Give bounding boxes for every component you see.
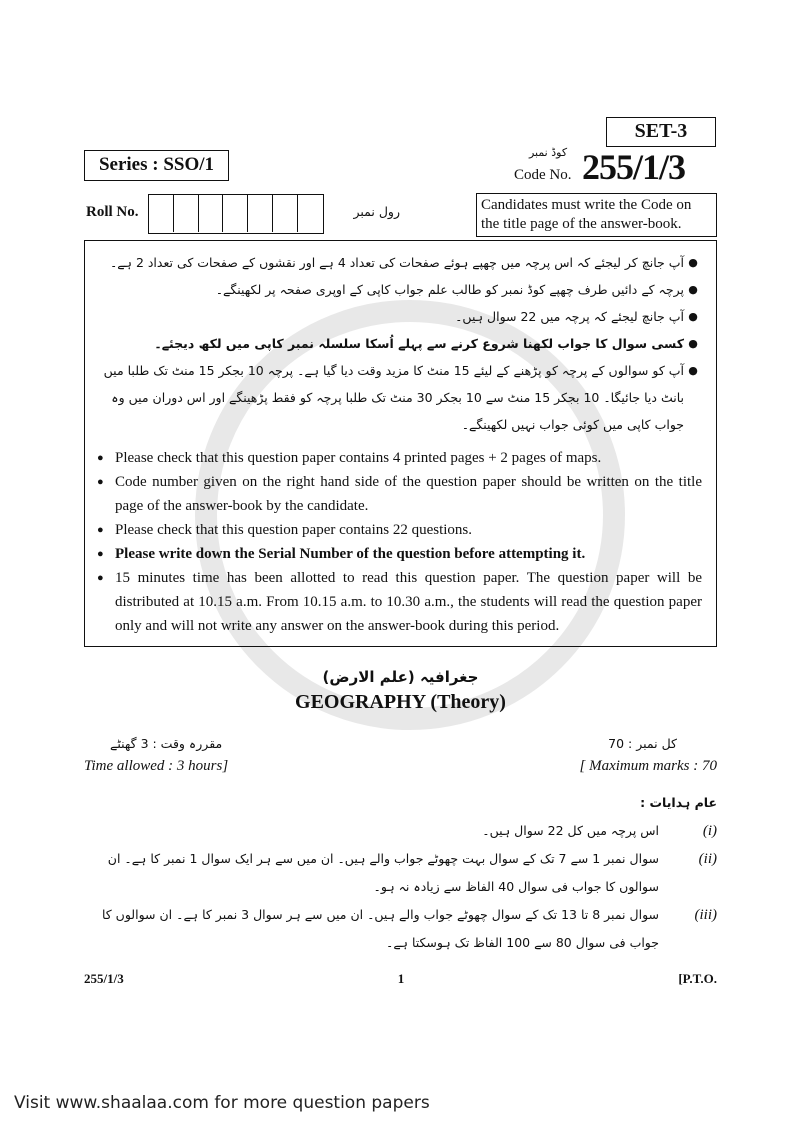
title-english: GEOGRAPHY (Theory) bbox=[295, 691, 506, 713]
urdu-note-text: آپ جانچ کر لیجئے کہ اس پرچہ میں چھپے ہوئے صفحات کی تعداد 4 ہے اور نقشوں کے صفحات کی تعداد 2 ہے۔ bbox=[109, 255, 684, 270]
bullet-icon: ● bbox=[688, 310, 698, 323]
instructions-heading: عام ہدایات : bbox=[640, 795, 717, 810]
instruction-text: سوال نمبر 1 سے 7 تک کے سوال بہت چھوٹے جواب والے ہیں۔ ان میں سے ہر ایک سوال 1 نمبر کا ہے۔ ان سوالوں کا جواب فی سوال 40 الفاظ سے زیادہ نہ ہو۔ bbox=[107, 851, 659, 894]
instruction-number: (i) bbox=[702, 823, 717, 839]
english-notes bbox=[97, 446, 702, 638]
series-badge: Series : SSO/1 bbox=[84, 150, 229, 181]
urdu-note bbox=[97, 330, 702, 357]
roll-digit-box[interactable] bbox=[199, 195, 224, 232]
marks-urdu: کل نمبر : 70 bbox=[608, 736, 677, 751]
roll-digit-box[interactable] bbox=[298, 195, 323, 232]
general-instructions bbox=[84, 789, 717, 957]
urdu-note-text: پرچہ کے دائیں طرف چھپے کوڈ نمبر کو طالب علم جواب کاپی کے اوپری صفحہ پر لکھینگے۔ bbox=[215, 282, 684, 297]
english-note: ● Please check that this question paper contains 4 printed pages + 2 pages of maps. bbox=[97, 446, 702, 470]
urdu-note bbox=[97, 249, 702, 276]
roll-digit-box[interactable] bbox=[273, 195, 298, 232]
urdu-note-text: کسی سوال کا جواب لکھنا شروع کرنے سے پہلے اُسکا سلسلہ نمبر کاپی میں لکھ دیجئے۔ bbox=[154, 336, 684, 351]
code-label: Code No. bbox=[514, 167, 572, 183]
marks-column bbox=[580, 733, 717, 777]
code-label-urdu: کوڈ نمبر bbox=[528, 146, 568, 159]
english-note: ● Please check that this question paper contains 22 questions. bbox=[97, 518, 702, 542]
general-notes-box bbox=[84, 240, 717, 647]
code-number: 255/1/3 bbox=[582, 147, 686, 187]
roll-number-boxes[interactable] bbox=[148, 194, 324, 234]
footer-code: 255/1/3 bbox=[84, 971, 124, 986]
time-column bbox=[84, 733, 228, 777]
instruction-item bbox=[84, 845, 717, 901]
urdu-note-text: آپ جانچ لیجئے کہ پرچہ میں 22 سوال ہیں۔ bbox=[455, 309, 684, 324]
english-note: ● Please write down the Serial Number of the question before attempting it. bbox=[97, 542, 702, 566]
time-allowed: Time allowed : 3 hours] bbox=[84, 758, 229, 774]
instruction-number: (iii) bbox=[694, 907, 717, 923]
urdu-note bbox=[97, 357, 702, 438]
page-number: 1 bbox=[397, 971, 405, 986]
roll-digit-box[interactable] bbox=[149, 195, 174, 232]
exam-meta bbox=[84, 733, 717, 777]
page-footer bbox=[84, 971, 717, 987]
time-urdu: مقررہ وقت : 3 گھنٹے bbox=[110, 736, 223, 751]
maximum-marks: [ Maximum marks : 70 bbox=[579, 758, 717, 774]
instruction-text: اس پرچہ میں کل 22 سوال ہیں۔ bbox=[482, 823, 659, 838]
roll-digit-box[interactable] bbox=[223, 195, 248, 232]
roll-label: Roll No. bbox=[86, 204, 139, 220]
bullet-icon: ● bbox=[688, 256, 698, 269]
bullet-icon: ● bbox=[688, 364, 698, 377]
code-instruction-box: Candidates must write the Code on the title page of the answer-book. bbox=[476, 193, 717, 237]
english-note: ● Code number given on the right hand side of the question paper should be written on the title page of the answer-book by the candidate. bbox=[97, 470, 702, 518]
instruction-item bbox=[84, 901, 717, 957]
instruction-number: (ii) bbox=[698, 851, 717, 867]
roll-digit-box[interactable] bbox=[248, 195, 273, 232]
bullet-icon: ● bbox=[688, 337, 698, 350]
title-urdu: جغرافیہ (علم الارض) bbox=[322, 668, 479, 686]
title-block bbox=[84, 665, 717, 715]
bullet-icon: ● bbox=[688, 283, 698, 296]
instruction-item bbox=[84, 817, 717, 845]
urdu-note bbox=[97, 276, 702, 303]
site-footer-link[interactable]: Visit www.shaalaa.com for more question papers bbox=[14, 1093, 430, 1113]
roll-label-urdu: رول نمبر bbox=[353, 204, 400, 219]
set-badge: SET-3 bbox=[606, 117, 716, 147]
page-body bbox=[84, 240, 717, 987]
instruction-text: سوال نمبر 8 تا 13 تک کے سوال چھوٹے جواب والے ہیں۔ ان میں سے ہر سوال 3 نمبر کا ہے۔ ان سوالوں کا جواب فی سوال 80 سے 100 الفاظ تک ہوسکتا ہے۔ bbox=[101, 907, 659, 950]
urdu-note-text: آپ کو سوالوں کے پرچہ کو پڑھنے کے لیئے 15 منٹ کا مزید وقت دیا گیا ہے۔ پرچہ 10 بجکر 15 منٹ تک طلبا میں بانٹ دیا جائیگا۔ 10 بجکر 15 منٹ سے 10 بجکر 30 منٹ تک طلبا پرچہ کو فقط پڑھینگے اور اس دوران میں وہ جواب کاپی میں کوئی جواب نہیں لکھینگے۔ bbox=[103, 363, 684, 432]
english-note: ● 15 minutes time has been allotted to read this question paper. The question paper will be distributed at 10.15 a.m. From 10.15 a.m. to 10.30 a.m., the students will read the question paper only and will not write any answer on the answer-book during this period. bbox=[97, 566, 702, 638]
pto-label: [P.T.O. bbox=[678, 971, 717, 986]
roll-digit-box[interactable] bbox=[174, 195, 199, 232]
urdu-note bbox=[97, 303, 702, 330]
